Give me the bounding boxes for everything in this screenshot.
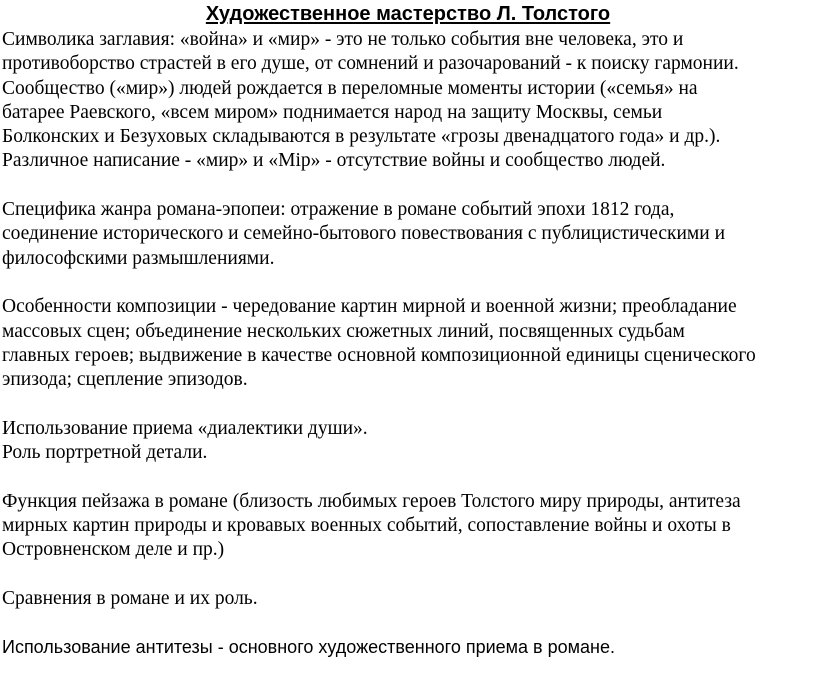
paragraph-genre (2, 198, 814, 271)
text-line: Использование антитезы - основного художественного приема в романе. (2, 637, 615, 658)
document-body (2, 28, 814, 660)
text-line: эпизода; сцепление эпизодов. (2, 369, 248, 391)
paragraph-gap (2, 611, 814, 635)
text-line: философскими размышлениями. (2, 247, 275, 269)
text-line: Специфика жанра романа-эпопеи: отражение в романе событий эпохи 1812 года, (2, 199, 675, 221)
text-line: массовых сцен; объединение нескольких сюжетных линий, посвященных судьбам (2, 320, 685, 342)
text-line: главных героев; выдвижение в качестве основной композиционной единицы сценического (2, 344, 756, 366)
text-line: мирных картин природы и кровавых военных событий, сопоставление войны и охоты в (2, 514, 731, 536)
text-line: батарее Раевского, «всем миром» поднимается народ на защиту Москвы, семьи (2, 101, 663, 123)
paragraph-gap (2, 174, 814, 198)
text-line: Роль портретной детали. (2, 442, 208, 464)
paragraph-landscape (2, 490, 814, 563)
text-line: Сравнения в романе и их роль. (2, 587, 258, 609)
paragraph-gap (2, 271, 814, 295)
paragraph-antithesis (2, 635, 814, 659)
text-line: Символика заглавия: «война» и «мир» - это не только события вне человека, это и (2, 29, 684, 50)
text-line: Использование приема «диалектики души». (2, 417, 368, 439)
text-line: Сообщество («мир») людей рождается в переломные моменты истории («семья» на (2, 77, 698, 99)
text-line: Болконских и Безуховых складываются в результате «грозы двенадцатого года» и др.). (2, 126, 721, 148)
paragraph-dialectics (2, 417, 814, 466)
paragraph-title-symbolism (2, 28, 814, 174)
paragraph-gap (2, 392, 814, 416)
paragraph-gap (2, 465, 814, 489)
text-line: противоборство страстей в его душе, от сомнений и разочарований - к поиску гармонии. (2, 53, 739, 75)
document-title: Художественное мастерство Л. Толстого (205, 3, 611, 25)
text-line: Островненском деле и пр.) (2, 539, 225, 561)
text-line: Особенности композиции - чередование картин мирной и военной жизни; преобладание (2, 296, 737, 318)
text-line: соединение исторического и семейно-бытового повествования с публицистическими и (2, 223, 726, 245)
text-line: Функция пейзажа в романе (близость любимых героев Толстого миру природы, антитеза (2, 490, 741, 512)
paragraph-gap (2, 563, 814, 587)
paragraph-composition (2, 295, 814, 392)
text-line: Различное написание - «мир» и «Mip» - отсутствие войны и сообщество людей. (2, 150, 666, 172)
paragraph-comparisons (2, 587, 814, 611)
